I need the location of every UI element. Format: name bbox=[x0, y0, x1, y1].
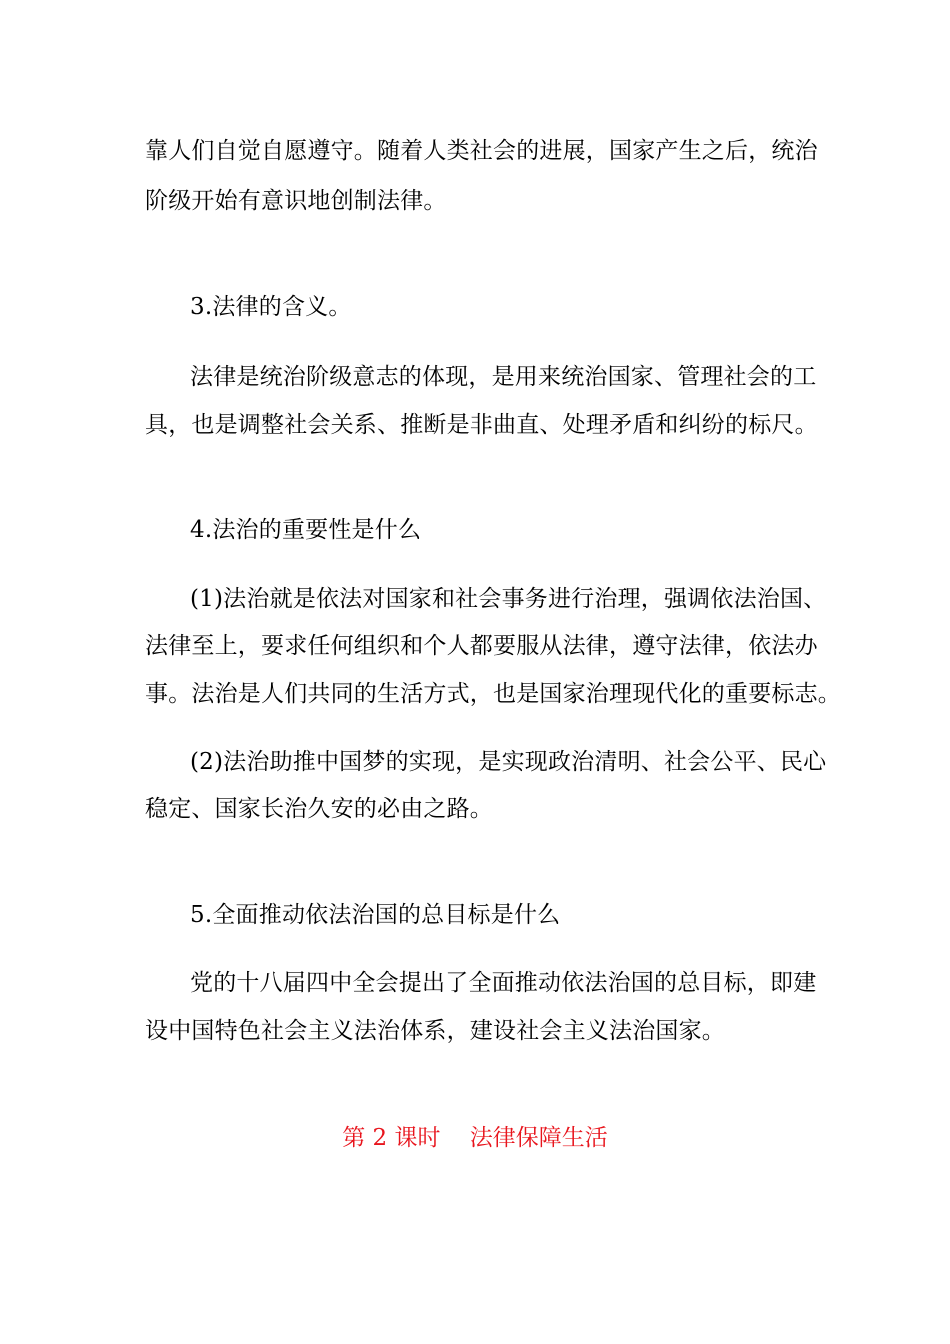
paragraph-5-line-2: 设中国特色社会主义法治体系，建设社会主义法治国家。 bbox=[145, 1018, 725, 1044]
paragraph-3-line-1: 法律是统治阶级意志的体现，是用来统治国家、管理社会的工 bbox=[190, 364, 817, 390]
heading-4: 4.法治的重要性是什么 bbox=[190, 517, 422, 543]
paragraph-4b-line-2: 稳定、国家长治久安的必由之路。 bbox=[145, 796, 493, 822]
paragraph-1-line-2: 阶级开始有意识地创制法律。 bbox=[145, 188, 447, 214]
paragraph-1-line-1: 靠人们自觉自愿遵守。随着人类社会的进展，国家产生之后，统治 bbox=[145, 138, 818, 164]
section-heading: 第 2 课时 法律保障生活 bbox=[342, 1125, 608, 1151]
paragraph-3-line-2: 具，也是调整社会关系、推断是非曲直、处理矛盾和纠纷的标尺。 bbox=[145, 412, 818, 438]
heading-5: 5.全面推动依法治国的总目标是什么 bbox=[190, 902, 561, 928]
paragraph-4a-line-1: (1)法治就是依法对国家和社会事务进行治理，强调依法治国、 bbox=[190, 586, 827, 612]
paragraph-4a-line-2: 法律至上，要求任何组织和个人都要服从法律，遵守法律，依法办 bbox=[145, 633, 818, 659]
paragraph-4b-line-1: (2)法治助推中国梦的实现，是实现政治清明、社会公平、民心 bbox=[190, 749, 827, 775]
paragraph-4a-line-3: 事。法治是人们共同的生活方式，也是国家治理现代化的重要标志。 bbox=[145, 681, 841, 707]
heading-3: 3.法律的含义。 bbox=[190, 294, 352, 320]
paragraph-5-line-1: 党的十八届四中全会提出了全面推动依法治国的总目标，即建 bbox=[190, 970, 817, 996]
